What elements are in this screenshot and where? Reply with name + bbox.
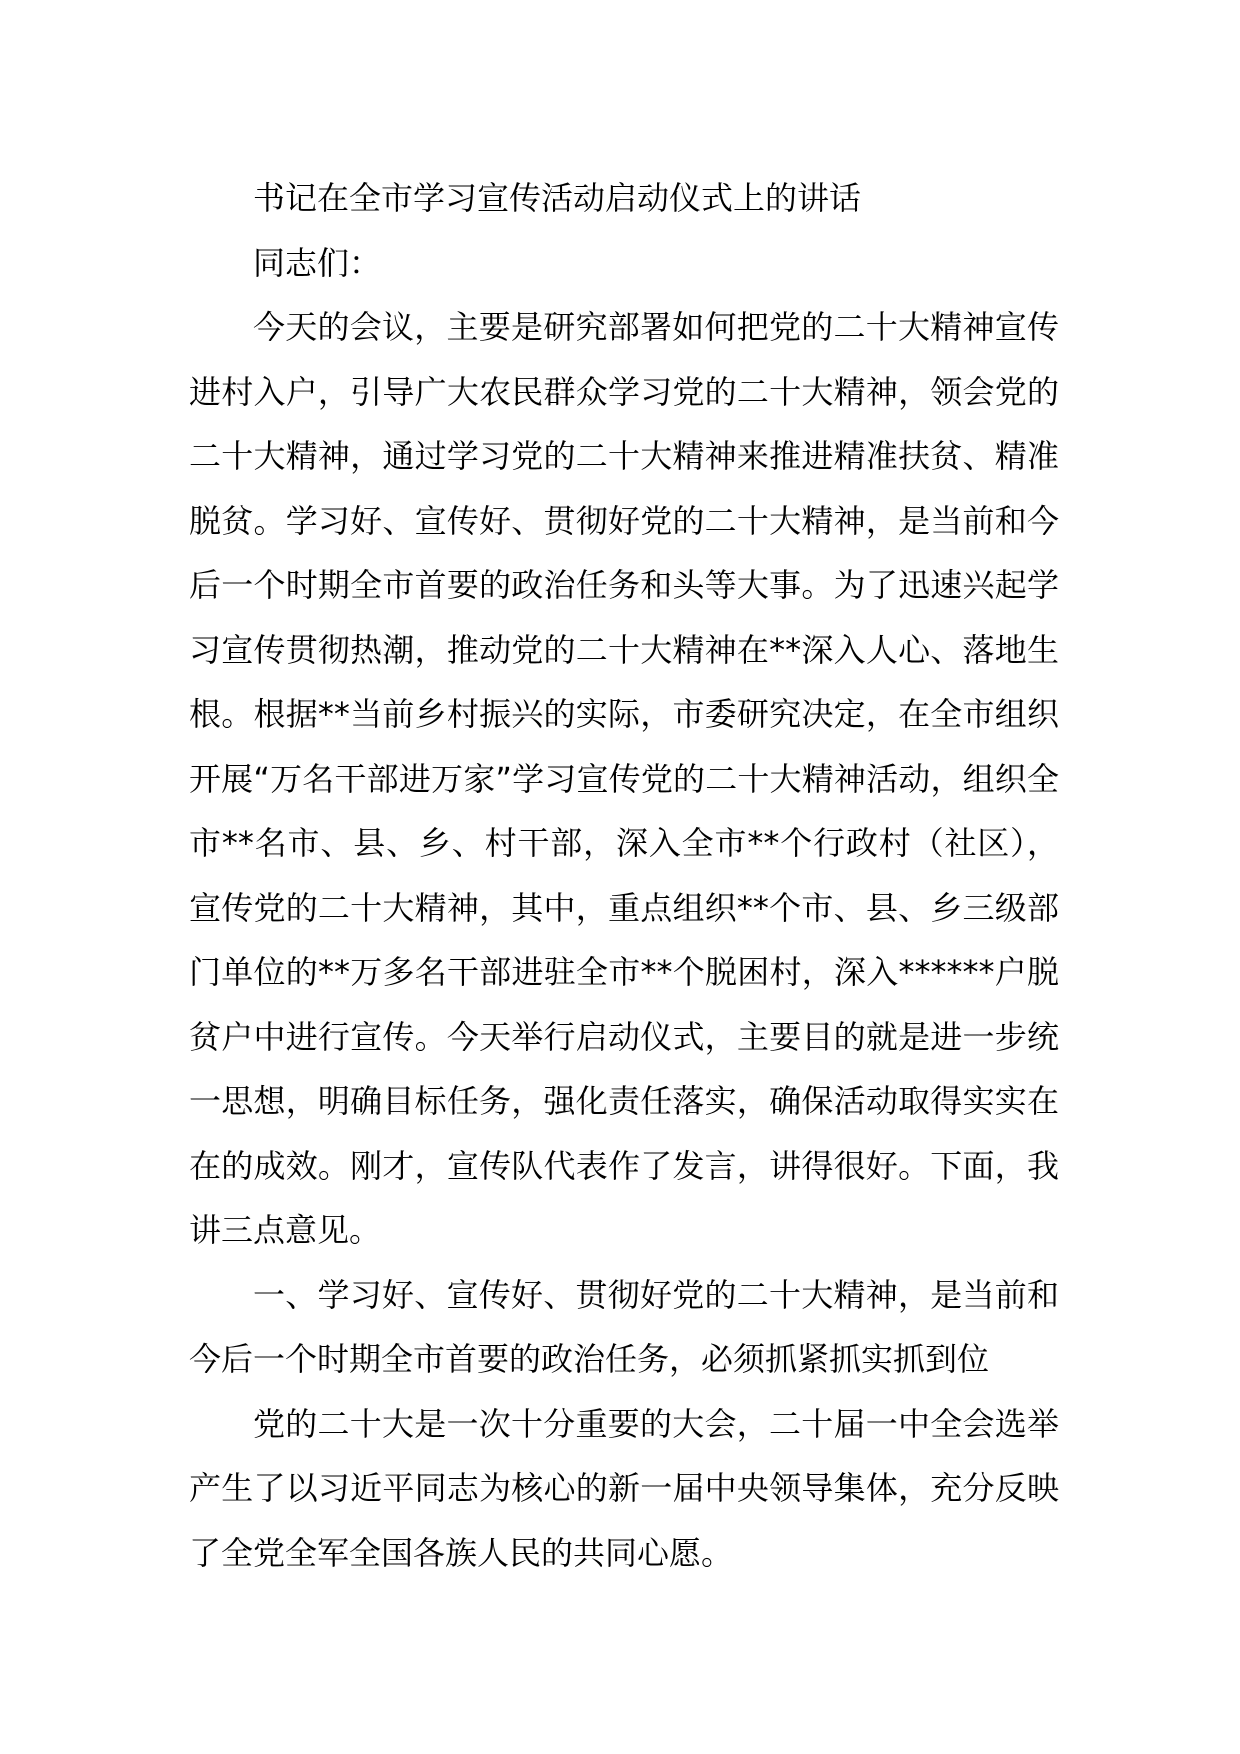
salutation: 同志们： [253,243,382,282]
document-title: 书记在全市学习宣传活动启动仪式上的讲话 [253,179,862,217]
document-page [189,166,1059,1585]
body-paragraph-section-one: 党的二十大是一次十分重要的大会，二十届一中全会选举产生了以习近平同志为核心的新一届中央领导集体，充分反映了全党全军全国各族人民的共同心愿。 [189,1404,1059,1572]
section-heading-one: 一、学习好、宣传好、贯彻好党的二十大精神，是当前和今后一个时期全市首要的政治任务，必须抓紧抓实抓到位 [189,1275,1059,1378]
body-paragraph-opening: 今天的会议，主要是研究部署如何把党的二十大精神宣传进村入户，引导广大农民群众学习党的二十大精神，领会党的二十大精神，通过学习党的二十大精神来推进精准扶贫、精准脱贫。学习好、宣传好、贯彻好党的二十大精神，是当前和今后一个时期全市首要的政治任务和头等大事。为了迅速兴起学习宣传贯彻热潮，推动党的二十大精神在**深入人心、落地生根。根据**当前乡村振兴的实际，市委研究决定，在全市组织开展“万名干部进万家”学习宣传党的二十大精神活动，组织全市**名市、县、乡、村干部，深入全市**个行政村（社区），宣传党的二十大精神，其中，重点组织**个市、县、乡三级部门单位的**万多名干部进驻全市**个脱困村，深入******户脱贫户中进行宣传。今天举行启动仪式，主要目的就是进一步统一思想，明确目标任务，强化责任落实，确保活动取得实实在在的成效。刚才，宣传队代表作了发言，讲得很好。下面，我讲三点意见。 [189,308,1059,1249]
